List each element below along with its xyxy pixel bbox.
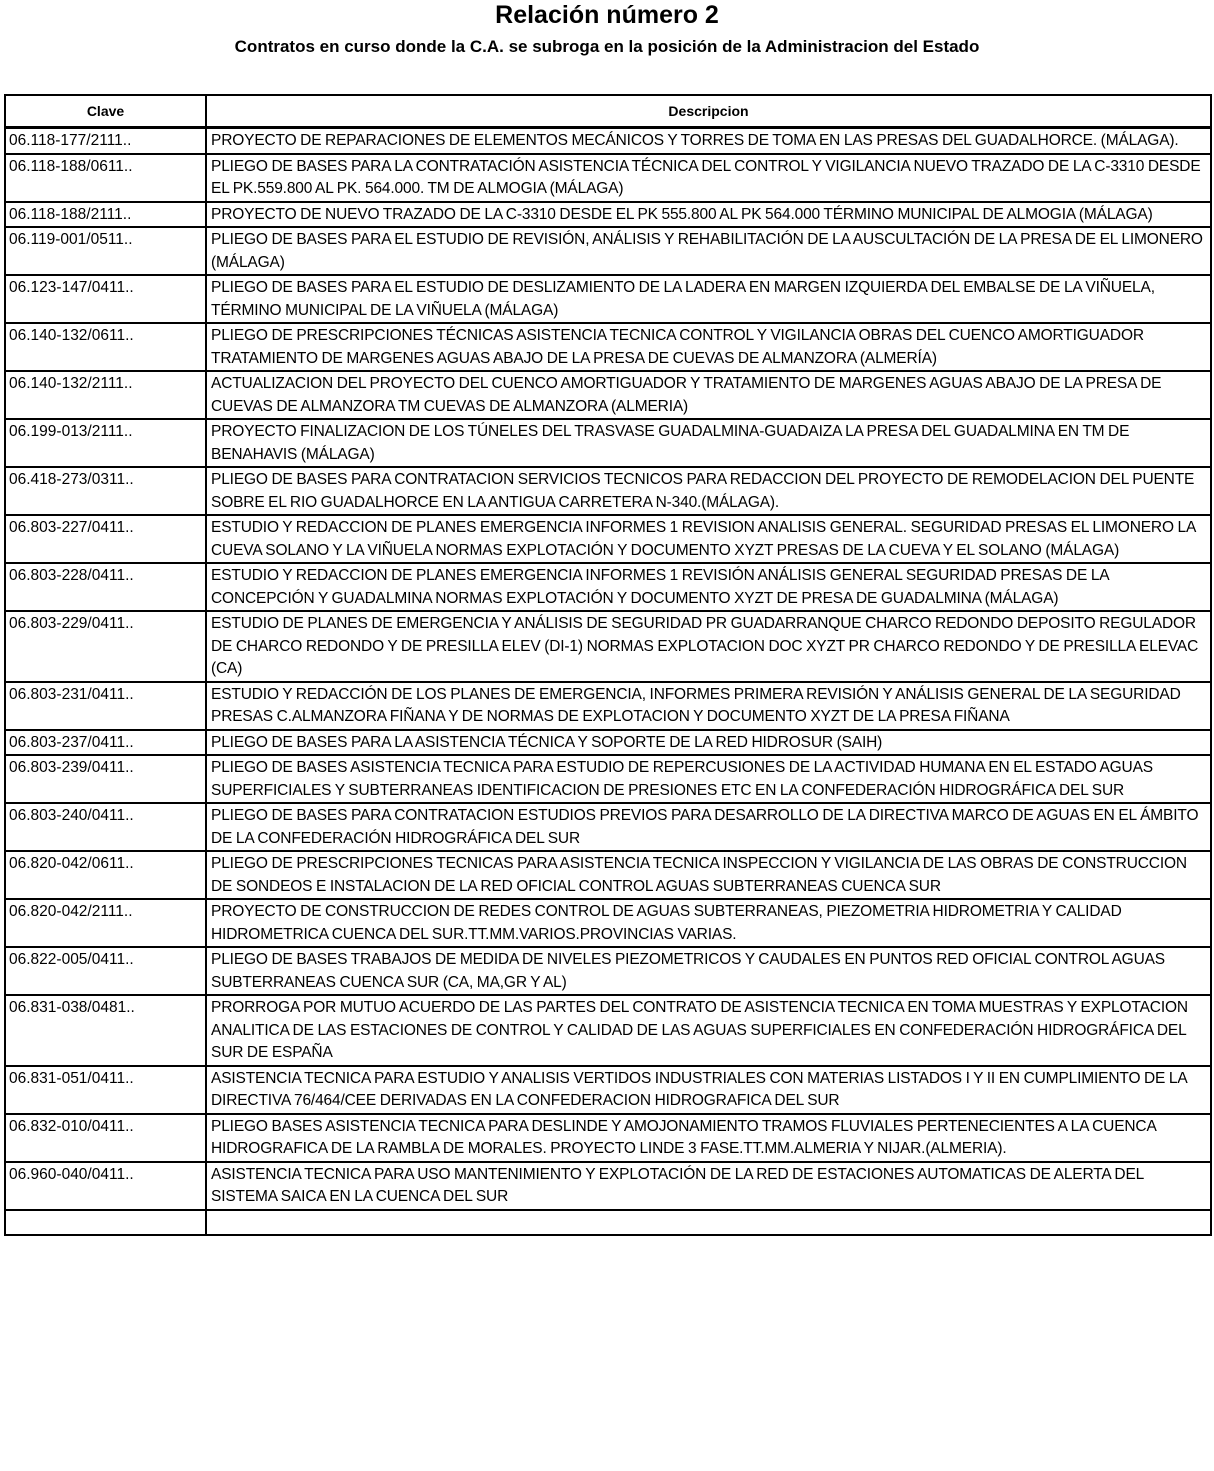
table-row xyxy=(5,202,1211,228)
table-row xyxy=(5,563,1211,611)
table-row xyxy=(5,515,1211,563)
clave-cell: 06.140-132/0611.. xyxy=(5,323,206,371)
clave-cell: 06.140-132/2111.. xyxy=(5,371,206,419)
clave-cell: 06.119-001/0511.. xyxy=(5,227,206,275)
clave-cell: 06.832-010/0411.. xyxy=(5,1114,206,1162)
descripcion-cell: PLIEGO BASES ASISTENCIA TECNICA PARA DESLINDE Y AMOJONAMIENTO TRAMOS FLUVIALES PERTENECIENTES A LA CUENCA HIDROGRAFICA DE LA RAMBLA DE MORALES. PROYECTO LINDE 3 FASE.TT.MM.ALMERIA Y NIJAR.(ALMERIA). xyxy=(206,1114,1211,1162)
descripcion-cell: PRORROGA POR MUTUO ACUERDO DE LAS PARTES DEL CONTRATO DE ASISTENCIA TECNICA EN TOMA MUESTRAS Y EXPLOTACION ANALITICA DE LAS ESTACIONES DE CONTROL Y CALIDAD DE LAS AGUAS SUPERFICIALES EN CONFEDERACIÓN HIDROGRÁFICA DEL SUR DE ESPAÑA xyxy=(206,995,1211,1066)
descripcion-cell: PROYECTO DE NUEVO TRAZADO DE LA C-3310 DESDE EL PK 555.800 AL PK 564.000 TÉRMINO MUNICIPAL DE ALMOGIA (MÁLAGA) xyxy=(206,202,1211,228)
column-header-descripcion: Descripcion xyxy=(206,95,1211,128)
contracts-table xyxy=(4,94,1212,1236)
table-row xyxy=(5,371,1211,419)
clave-cell: 06.831-051/0411.. xyxy=(5,1066,206,1114)
descripcion-cell: ESTUDIO DE PLANES DE EMERGENCIA Y ANÁLISIS DE SEGURIDAD PR GUADARRANQUE CHARCO REDONDO DEPOSITO REGULADOR DE CHARCO REDONDO Y DE PRESILLA ELEV (DI-1) NORMAS EXPLOTACION DOC XYZT PR CHARCO REDONDO Y DE PRESILLA ELEVAC (CA) xyxy=(206,611,1211,682)
clave-cell: 06.803-237/0411.. xyxy=(5,730,206,756)
clave-cell: 06.803-239/0411.. xyxy=(5,755,206,803)
descripcion-cell: PROYECTO DE REPARACIONES DE ELEMENTOS MECÁNICOS Y TORRES DE TOMA EN LAS PRESAS DEL GUADALHORCE. (MÁLAGA). xyxy=(206,128,1211,154)
table-row xyxy=(5,227,1211,275)
descripcion-cell: ESTUDIO Y REDACCION DE PLANES EMERGENCIA INFORMES 1 REVISION ANALISIS GENERAL. SEGURIDAD PRESAS EL LIMONERO LA CUEVA SOLANO Y LA VIÑUELA NORMAS EXPLOTACIÓN Y DOCUMENTO XYZT PRESAS DE LA CUEVA Y EL SOLANO (MÁLAGA) xyxy=(206,515,1211,563)
clave-cell: 06.123-147/0411.. xyxy=(5,275,206,323)
table-row xyxy=(5,1066,1211,1114)
table-row xyxy=(5,611,1211,682)
clave-cell: 06.418-273/0311.. xyxy=(5,467,206,515)
descripcion-cell: PROYECTO FINALIZACION DE LOS TÚNELES DEL TRASVASE GUADALMINA-GUADAIZA LA PRESA DEL GUADALMINA EN TM DE BENAHAVIS (MÁLAGA) xyxy=(206,419,1211,467)
descripcion-cell: ACTUALIZACION DEL PROYECTO DEL CUENCO AMORTIGUADOR Y TRATAMIENTO DE MARGENES AGUAS ABAJO DE LA PRESA DE CUEVAS DE ALMANZORA TM CUEVAS DE ALMANZORA (ALMERIA) xyxy=(206,371,1211,419)
table-row xyxy=(5,755,1211,803)
clave-cell: 06.118-177/2111.. xyxy=(5,128,206,154)
clave-cell: 06.118-188/0611.. xyxy=(5,154,206,202)
clave-cell: 06.803-227/0411.. xyxy=(5,515,206,563)
table-row xyxy=(5,128,1211,154)
clave-cell: 06.199-013/2111.. xyxy=(5,419,206,467)
table-header-row xyxy=(5,95,1211,128)
descripcion-cell: PROYECTO DE CONSTRUCCION DE REDES CONTROL DE AGUAS SUBTERRANEAS, PIEZOMETRIA HIDROMETRIA Y CALIDAD HIDROMETRICA CUENCA DEL SUR.TT.MM.VARIOS.PROVINCIAS VARIAS. xyxy=(206,899,1211,947)
descripcion-cell: PLIEGO DE BASES ASISTENCIA TECNICA PARA ESTUDIO DE REPERCUSIONES DE LA ACTIVIDAD HUMANA EN EL ESTADO AGUAS SUPERFICIALES Y SUBTERRANEAS IDENTIFICACION DE PRESIONES ETC EN LA CONFEDERACIÓN HIDROGRÁFICA DEL SUR xyxy=(206,755,1211,803)
descripcion-cell: PLIEGO DE PRESCRIPCIONES TECNICAS PARA ASISTENCIA TECNICA INSPECCION Y VIGILANCIA DE LAS OBRAS DE CONSTRUCCION DE SONDEOS E INSTALACION DE LA RED OFICIAL CONTROL AGUAS SUBTERRANEAS CUENCA SUR xyxy=(206,851,1211,899)
descripcion-cell: ESTUDIO Y REDACCIÓN DE LOS PLANES DE EMERGENCIA, INFORMES PRIMERA REVISIÓN Y ANÁLISIS GENERAL DE LA SEGURIDAD PRESAS C.ALMANZORA FIÑANA Y DE NORMAS DE EXPLOTACION Y DOCUMENTO XYZT DE LA PRESA FIÑANA xyxy=(206,682,1211,730)
clave-cell: 06.803-231/0411.. xyxy=(5,682,206,730)
descripcion-cell: ESTUDIO Y REDACCION DE PLANES EMERGENCIA INFORMES 1 REVISIÓN ANÁLISIS GENERAL SEGURIDAD PRESAS DE LA CONCEPCIÓN Y GUADALMINA NORMAS EXPLOTACIÓN Y DOCUMENTO XYZT DE PRESA DE GUADALMINA (MÁLAGA) xyxy=(206,563,1211,611)
table-row xyxy=(5,682,1211,730)
descripcion-cell: PLIEGO DE BASES PARA CONTRATACION ESTUDIOS PREVIOS PARA DESARROLLO DE LA DIRECTIVA MARCO DE AGUAS EN EL ÁMBITO DE LA CONFEDERACIÓN HIDROGRÁFICA DEL SUR xyxy=(206,803,1211,851)
table-row xyxy=(5,1210,1211,1235)
descripcion-cell: PLIEGO DE BASES PARA LA ASISTENCIA TÉCNICA Y SOPORTE DE LA RED HIDROSUR (SAIH) xyxy=(206,730,1211,756)
table-row xyxy=(5,899,1211,947)
table-row xyxy=(5,803,1211,851)
clave-cell: 06.822-005/0411.. xyxy=(5,947,206,995)
page-title: Relación número 2 xyxy=(495,1,719,29)
clave-cell: 06.820-042/2111.. xyxy=(5,899,206,947)
column-header-clave: Clave xyxy=(5,95,206,128)
descripcion-cell: ASISTENCIA TECNICA PARA USO MANTENIMIENTO Y EXPLOTACIÓN DE LA RED DE ESTACIONES AUTOMATICAS DE ALERTA DEL SISTEMA SAICA EN LA CUENCA DEL SUR xyxy=(206,1162,1211,1210)
clave-cell: 06.803-240/0411.. xyxy=(5,803,206,851)
descripcion-cell: PLIEGO DE BASES PARA EL ESTUDIO DE DESLIZAMIENTO DE LA LADERA EN MARGEN IZQUIERDA DEL EMBALSE DE LA VIÑUELA, TÉRMINO MUNICIPAL DE LA VIÑUELA (MÁLAGA) xyxy=(206,275,1211,323)
table-row xyxy=(5,275,1211,323)
clave-cell xyxy=(5,1210,206,1235)
table-row xyxy=(5,947,1211,995)
clave-cell: 06.831-038/0481.. xyxy=(5,995,206,1066)
table-row xyxy=(5,995,1211,1066)
descripcion-cell xyxy=(206,1210,1211,1235)
descripcion-cell: PLIEGO DE BASES PARA CONTRATACION SERVICIOS TECNICOS PARA REDACCION DEL PROYECTO DE REMODELACION DEL PUENTE SOBRE EL RIO GUADALHORCE EN LA ANTIGUA CARRETERA N-340.(MÁLAGA). xyxy=(206,467,1211,515)
table-row xyxy=(5,154,1211,202)
descripcion-cell: PLIEGO DE BASES PARA EL ESTUDIO DE REVISIÓN, ANÁLISIS Y REHABILITACIÓN DE LA AUSCULTACIÓN DE LA PRESA DE EL LIMONERO (MÁLAGA) xyxy=(206,227,1211,275)
table-row xyxy=(5,323,1211,371)
clave-cell: 06.960-040/0411.. xyxy=(5,1162,206,1210)
descripcion-cell: PLIEGO DE PRESCRIPCIONES TÉCNICAS ASISTENCIA TECNICA CONTROL Y VIGILANCIA OBRAS DEL CUENCO AMORTIGUADOR TRATAMIENTO DE MARGENES AGUAS ABAJO DE LA PRESA DE CUEVAS DE ALMANZORA (ALMERÍA) xyxy=(206,323,1211,371)
table-row xyxy=(5,1162,1211,1210)
table-row xyxy=(5,851,1211,899)
clave-cell: 06.118-188/2111.. xyxy=(5,202,206,228)
page-subtitle: Contratos en curso donde la C.A. se subroga en la posición de la Administracion del Estado xyxy=(234,37,980,56)
descripcion-cell: PLIEGO DE BASES PARA LA CONTRATACIÓN ASISTENCIA TÉCNICA DEL CONTROL Y VIGILANCIA NUEVO TRAZADO DE LA C-3310 DESDE EL PK.559.800 AL PK. 564.000. TM DE ALMOGIA (MÁLAGA) xyxy=(206,154,1211,202)
table-row xyxy=(5,419,1211,467)
clave-cell: 06.803-229/0411.. xyxy=(5,611,206,682)
descripcion-cell: PLIEGO DE BASES TRABAJOS DE MEDIDA DE NIVELES PIEZOMETRICOS Y CAUDALES EN PUNTOS RED OFICIAL CONTROL AGUAS SUBTERRANEAS CUENCA SUR (CA, MA,GR Y AL) xyxy=(206,947,1211,995)
table-row xyxy=(5,1114,1211,1162)
table-row xyxy=(5,730,1211,756)
table-body xyxy=(5,128,1211,1235)
descripcion-cell: ASISTENCIA TECNICA PARA ESTUDIO Y ANALISIS VERTIDOS INDUSTRIALES CON MATERIAS LISTADOS I Y II EN CUMPLIMIENTO DE LA DIRECTIVA 76/464/CEE DERIVADAS EN LA CONFEDERACION HIDROGRAFICA DEL SUR xyxy=(206,1066,1211,1114)
clave-cell: 06.820-042/0611.. xyxy=(5,851,206,899)
clave-cell: 06.803-228/0411.. xyxy=(5,563,206,611)
table-row xyxy=(5,467,1211,515)
